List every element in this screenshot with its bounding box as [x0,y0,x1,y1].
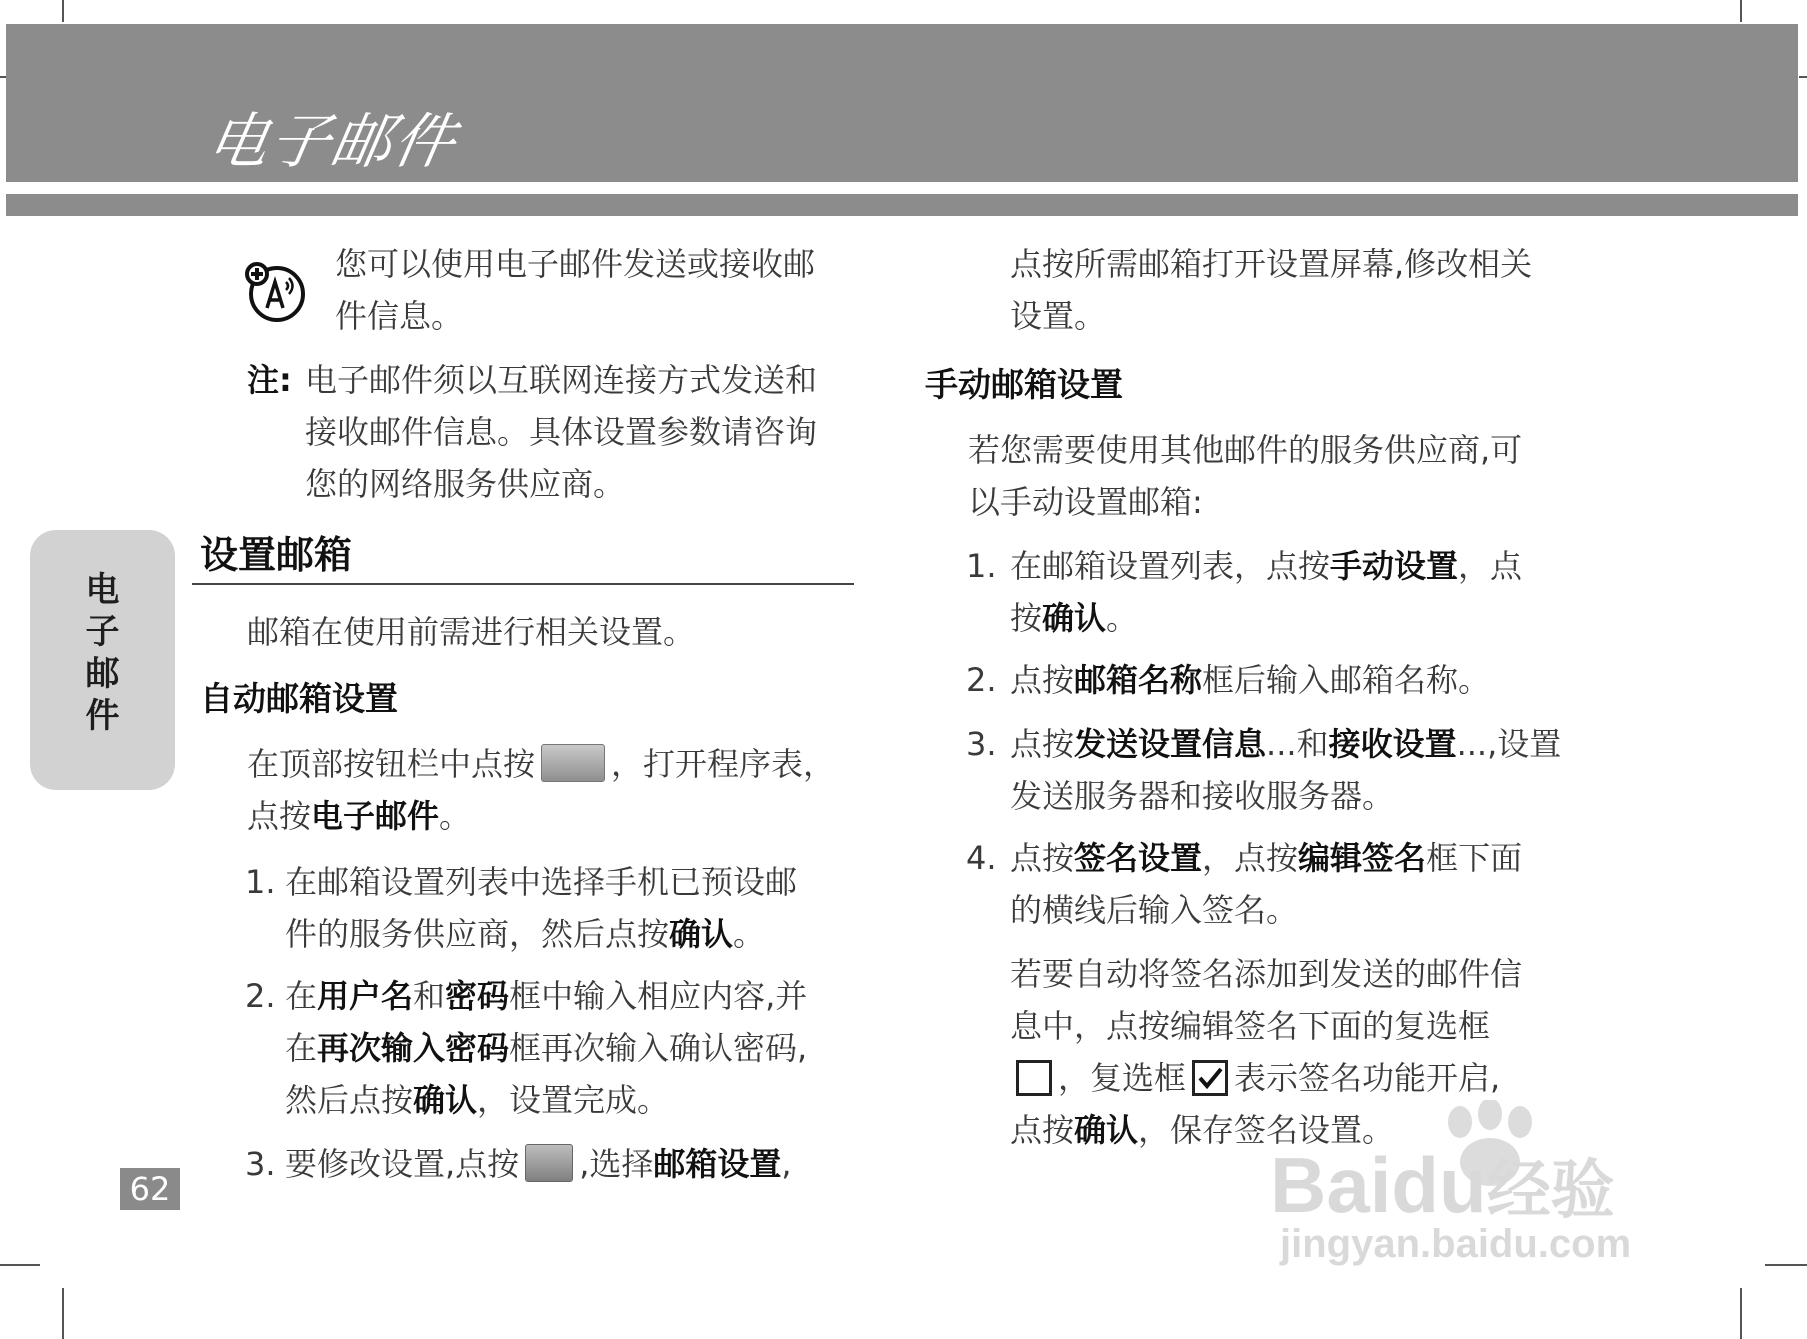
text: 。 [1106,599,1139,637]
subsection-title-manual: 手动邮箱设置 [925,365,1123,404]
text: 表示签名功能开启, [1234,1059,1501,1097]
text: 框下面 [1426,839,1523,877]
text: 在 [285,1029,318,1067]
bold-term: 确认 [1074,1111,1139,1149]
text: 点按 [1010,725,1075,763]
text: 点按 [1010,661,1075,699]
text: 点按 [1010,1111,1075,1149]
bold-term: 确认 [669,915,734,953]
text: 框中输入相应内容,并 [509,977,808,1015]
step-line [1010,838,1522,878]
chapter-tab-char: 邮 [85,654,120,694]
step-line [285,1028,807,1068]
crop-mark [62,1288,64,1339]
bold-term: 再次输入密码 [317,1029,510,1067]
crop-mark [62,0,64,22]
crop-mark [1740,0,1742,22]
step-number: 1. [245,863,276,901]
text: 点按 [247,797,312,835]
bold-term: 接收设置 [1328,725,1457,763]
text: ,选择 [579,1145,654,1183]
note-line: 接收邮件信息。具体设置参数请咨询 [305,413,818,451]
chapter-tab-char: 子 [85,612,120,652]
watermark-brand [1270,1140,1615,1235]
chapter-tab-char: 件 [85,696,120,736]
auto-line [247,744,835,785]
step-line [285,976,807,1016]
text: , [781,1145,792,1183]
text: 在 [285,977,318,1015]
signature-para-line: 若要自动将签名添加到发送的邮件信 [1010,955,1523,993]
note-label: 注: [247,361,292,399]
text: ，复选框 [1058,1059,1187,1097]
menu-button-icon [525,1144,573,1182]
step-line [1010,660,1490,700]
text: 在顶部按钮栏中点按 [247,745,536,783]
chapter-tab-char: 电 [85,570,120,610]
bold-term: 密码 [445,977,510,1015]
section-title: 设置邮箱 [200,533,353,577]
text: ，设置完成。 [477,1081,670,1119]
baidu-watermark [1270,1100,1710,1266]
section-rule [192,583,854,585]
continued-line: 点按所需邮箱打开设置屏幕,修改相关 [1010,245,1533,283]
text: du [1391,1141,1487,1229]
text: 点按 [1010,839,1075,877]
checkbox-checked-icon [1192,1060,1228,1096]
text: ...,设置 [1456,725,1562,763]
bold-term: 邮箱设置 [653,1145,782,1183]
bold-term: 手动设置 [1330,547,1459,585]
text: 在邮箱设置列表，点按 [1010,547,1331,585]
text: 按 [1010,599,1043,637]
bold-term: 确认 [1042,599,1107,637]
crop-mark [1765,1264,1807,1266]
page-title: 电子邮件 [201,107,463,177]
text: ，点 [1458,547,1523,585]
manual-intro-line: 若您需要使用其他邮件的服务供应商,可 [968,431,1523,469]
step-line: 在邮箱设置列表中选择手机已预设邮 [285,863,798,901]
step-line: 发送服务器和接收服务器。 [1010,777,1395,815]
step-number: 4. [966,839,997,877]
crop-mark [0,1264,40,1266]
intro-line: 件信息。 [335,297,464,335]
text: ，打开程序表， [611,745,836,783]
text: ...和 [1266,725,1329,763]
bold-term: 邮箱名称 [1074,661,1203,699]
bold-term: 用户名 [317,977,414,1015]
bold-term: 确认 [413,1081,478,1119]
continued-line: 设置。 [1010,297,1107,335]
auto-line [247,796,471,836]
section-intro: 邮箱在使用前需进行相关设置。 [247,613,696,651]
apps-grid-button-icon [541,744,605,782]
chapter-tab [30,530,175,790]
header-rule [6,194,1798,216]
text: 框再次输入确认密码, [509,1029,808,1067]
step-line [285,1080,669,1120]
step-line [285,914,765,954]
text: ，保存签名设置。 [1138,1111,1395,1149]
watermark-url: jingyan.baidu.com [1280,1222,1632,1266]
text: 件的服务供应商，然后点按 [285,915,670,953]
step-line [1010,598,1138,638]
manual-intro-line: 以手动设置邮箱: [968,483,1203,521]
step-line [285,1144,792,1185]
intro-line: 您可以使用电子邮件发送或接收邮 [335,245,816,283]
text: Bai [1270,1141,1392,1229]
step-line [1010,546,1522,586]
text: ，点按 [1202,839,1299,877]
checkbox-unchecked-icon [1016,1060,1052,1096]
page-number: 62 [120,1168,180,1210]
text: 然后点按 [285,1081,414,1119]
step-number: 3. [245,1145,276,1183]
text: 要修改设置,点按 [285,1145,520,1183]
text: 。 [439,797,472,835]
subsection-title-auto: 自动邮箱设置 [200,679,398,718]
signature-para-line [1010,1058,1500,1098]
bold-term: 电子邮件 [311,797,440,835]
step-line: 的横线后输入签名。 [1010,891,1299,929]
step-number: 2. [245,977,276,1015]
bold-term: 编辑签名 [1298,839,1427,877]
note-line: 电子邮件须以互联网连接方式发送和 [305,361,818,399]
step-line [1010,724,1561,764]
step-number: 3. [966,725,997,763]
text: 经验 [1486,1154,1615,1226]
crop-mark [1799,76,1807,78]
step-number: 2. [966,661,997,699]
step-number: 1. [966,547,997,585]
text: 。 [733,915,766,953]
text: 框后输入邮箱名称。 [1202,661,1491,699]
note-line: 您的网络服务供应商。 [305,465,626,503]
crop-mark [1740,1288,1742,1339]
signature-para-line: 息中，点按编辑签名下面的复选框 [1010,1007,1491,1045]
bold-term: 签名设置 [1074,839,1203,877]
network-feature-icon [243,260,307,324]
text: 和 [413,977,446,1015]
bold-term: 发送设置信息 [1074,725,1267,763]
